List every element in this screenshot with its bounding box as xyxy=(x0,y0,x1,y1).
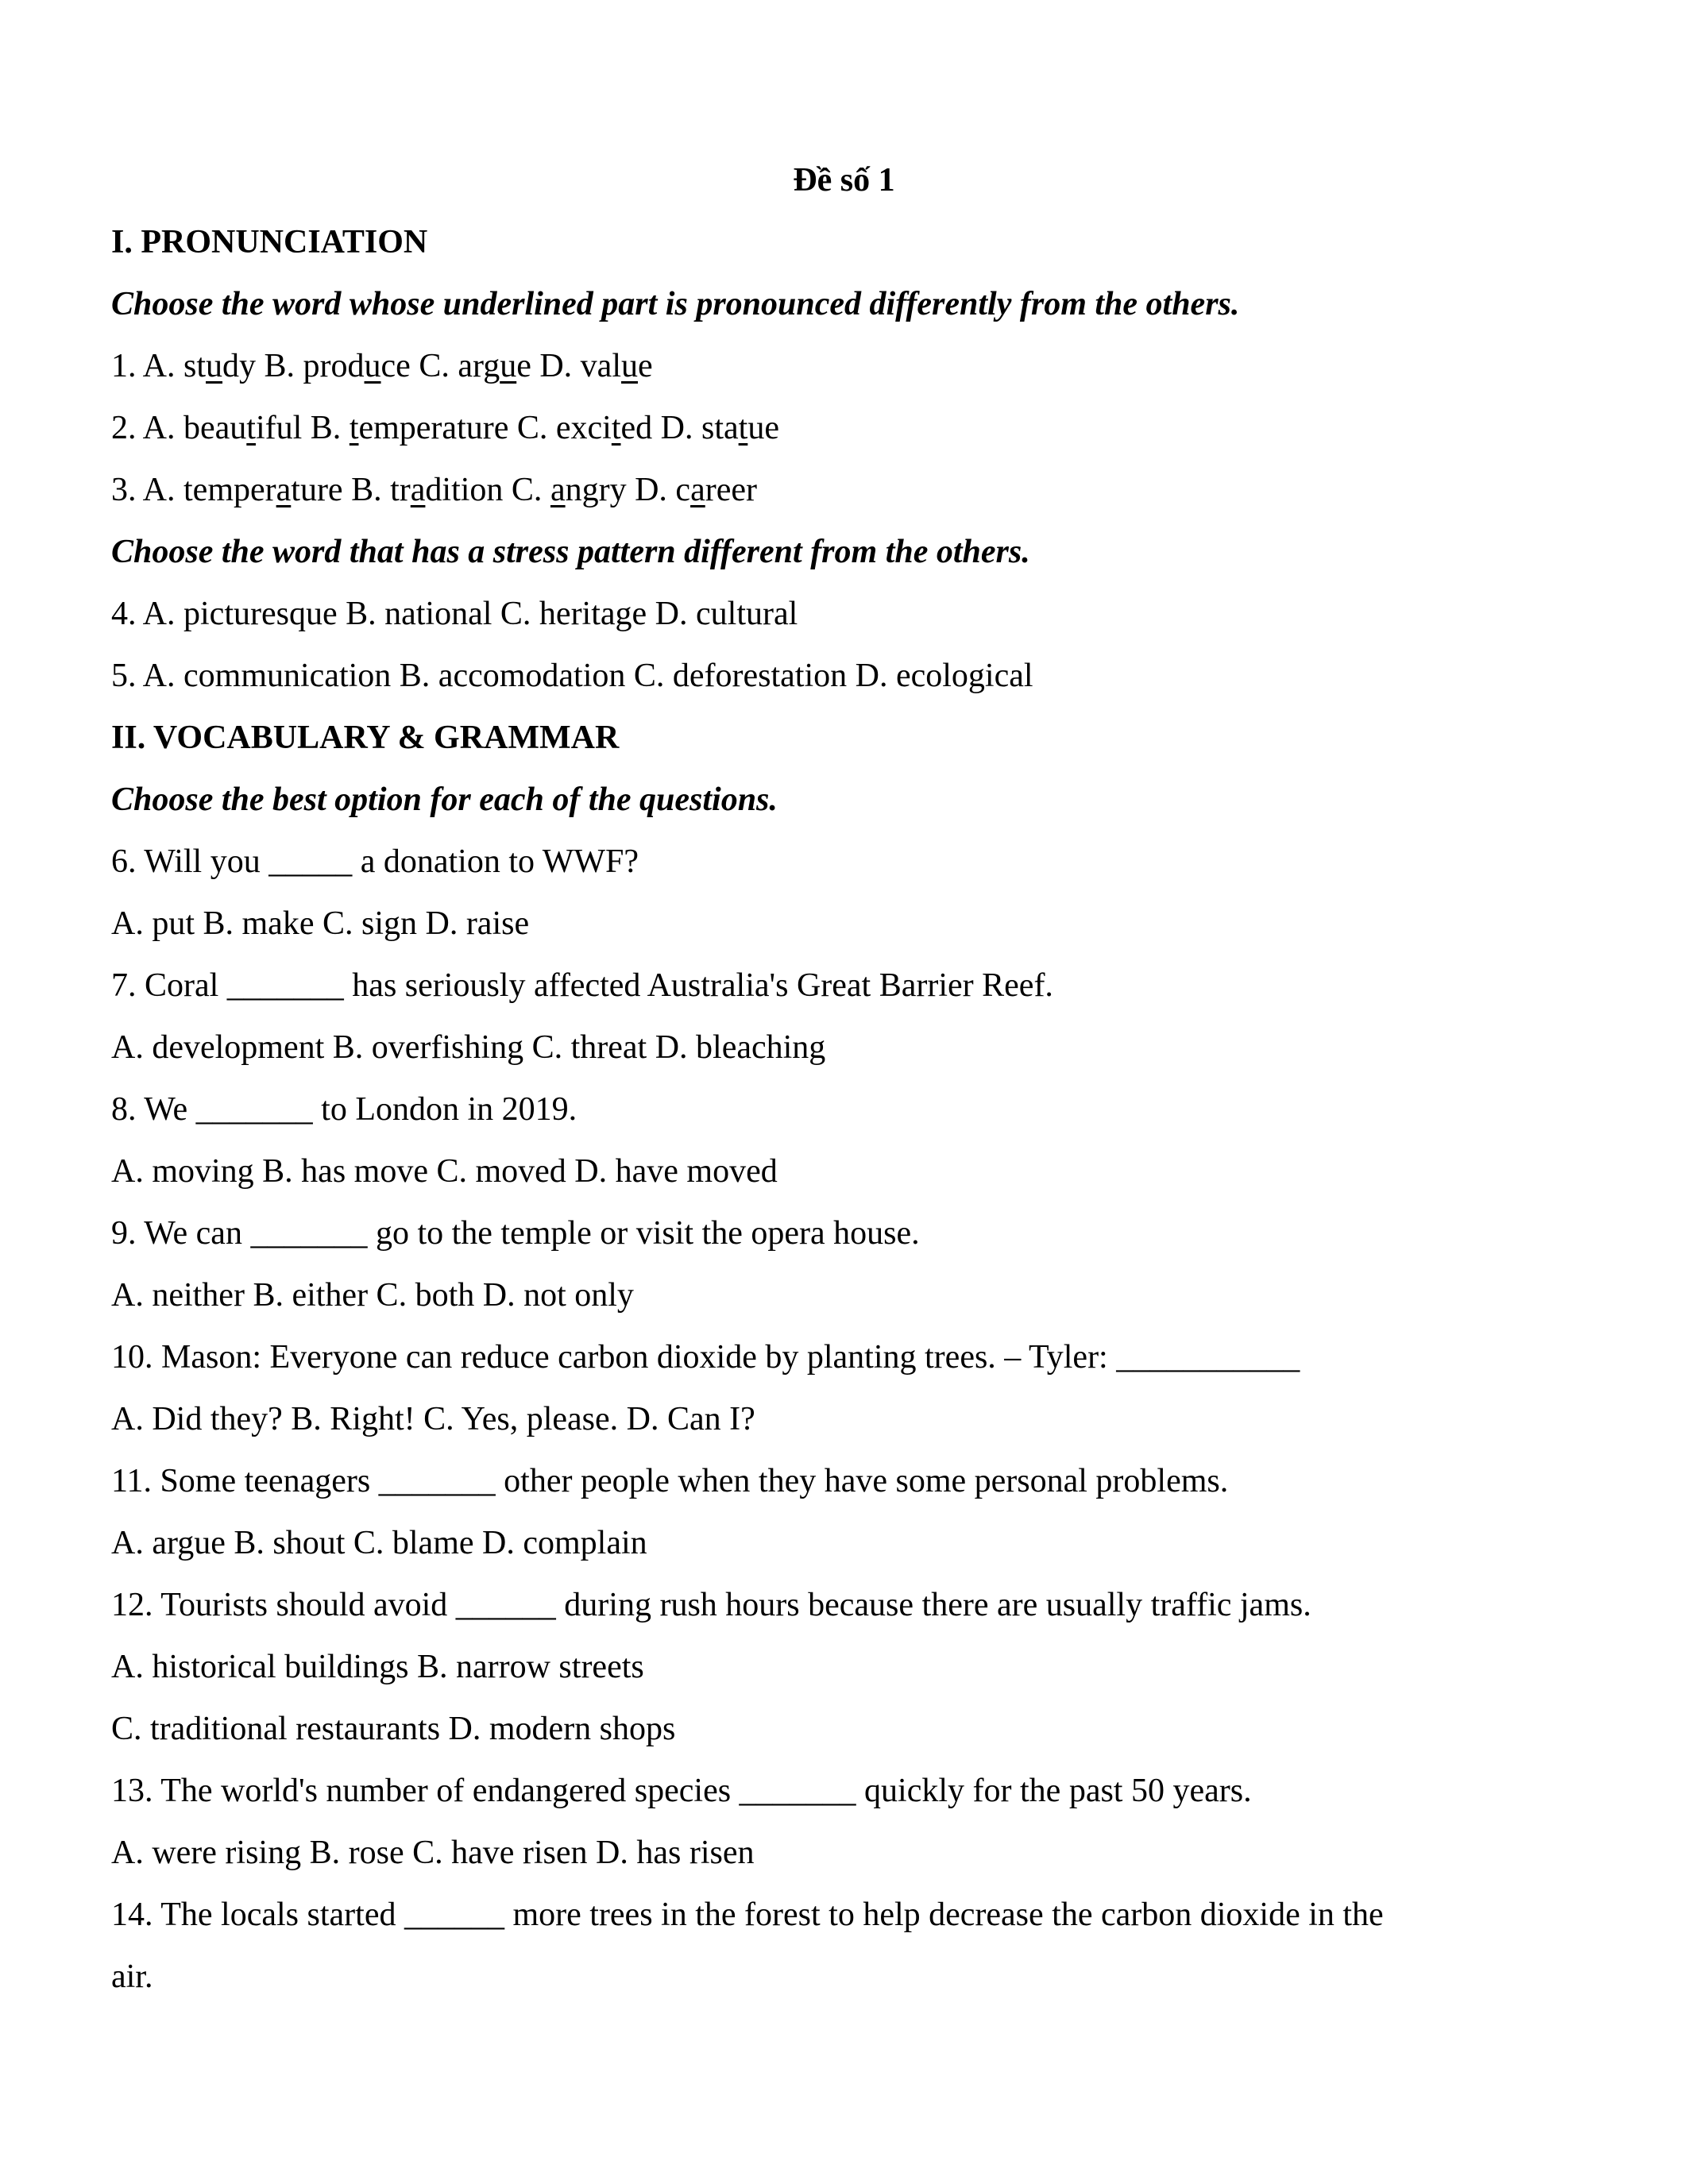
underlined-letter: a xyxy=(410,472,426,508)
question-line xyxy=(111,1326,1577,1388)
text-segment: A. put B. make C. sign D. raise xyxy=(111,905,530,942)
text-segment: 8. We _______ to London in 2019. xyxy=(111,1091,577,1128)
question-line xyxy=(111,459,1577,521)
text-segment: A. neither B. either C. both D. not only xyxy=(111,1277,634,1314)
text-segment: C. traditional restaurants D. modern shops xyxy=(111,1711,676,1747)
text-segment: dy B. prod xyxy=(222,348,365,384)
text-segment: 9. We can _______ go to the temple or visit the opera house. xyxy=(111,1215,920,1252)
underlined-letter: u xyxy=(500,348,517,384)
text-segment: ed D. sta xyxy=(620,410,739,446)
options-line xyxy=(111,1698,1577,1760)
text-segment: e xyxy=(638,348,653,384)
text-segment: II. VOCABULARY & GRAMMAR xyxy=(111,720,620,756)
underlined-letter: u xyxy=(206,348,223,384)
underlined-letter: t xyxy=(349,410,359,446)
options-line xyxy=(111,1264,1577,1326)
instruction-text xyxy=(111,521,1577,583)
text-segment: 3. A. temper xyxy=(111,472,276,508)
options-line xyxy=(111,1388,1577,1450)
text-segment: 10. Mason: Everyone can reduce carbon dioxide by planting trees. – Tyler: ___________ xyxy=(111,1339,1300,1376)
text-segment: 12. Tourists should avoid ______ during rush hours because there are usually traffic jams. xyxy=(111,1587,1311,1623)
text-segment: A. argue B. shout C. blame D. complain xyxy=(111,1525,647,1561)
instruction-text xyxy=(111,273,1577,335)
underlined-letter: t xyxy=(738,410,748,446)
options-line xyxy=(111,893,1577,955)
text-segment: ture B. tr xyxy=(291,472,411,508)
question-line xyxy=(111,645,1577,707)
text-segment: 11. Some teenagers _______ other people when they have some personal problems. xyxy=(111,1463,1229,1499)
underlined-letter: a xyxy=(550,472,566,508)
page-title xyxy=(111,149,1577,211)
question-line xyxy=(111,1884,1577,1946)
text-segment: ce C. arg xyxy=(380,348,500,384)
underlined-letter: t xyxy=(246,410,256,446)
text-segment: ngry D. c xyxy=(565,472,691,508)
text-segment: I. PRONUNCIATION xyxy=(111,224,428,260)
options-line xyxy=(111,1512,1577,1574)
underlined-letter: u xyxy=(364,348,381,384)
question-line xyxy=(111,831,1577,893)
text-segment: A. historical buildings B. narrow streets xyxy=(111,1649,644,1685)
text-segment: A. development B. overfishing C. threat D. bleaching xyxy=(111,1029,826,1066)
underlined-letter: a xyxy=(276,472,292,508)
text-segment: 13. The world's number of endangered species _______ quickly for the past 50 years. xyxy=(111,1773,1252,1809)
text-segment: e D. val xyxy=(516,348,621,384)
text-segment: 1. A. st xyxy=(111,348,207,384)
options-line xyxy=(111,1946,1577,2008)
section-heading xyxy=(111,707,1577,769)
question-line xyxy=(111,1078,1577,1140)
text-segment: iful B. xyxy=(255,410,350,446)
text-segment: 7. Coral _______ has seriously affected Australia's Great Barrier Reef. xyxy=(111,967,1053,1004)
question-line xyxy=(111,397,1577,459)
options-line xyxy=(111,1140,1577,1202)
question-line xyxy=(111,583,1577,645)
text-segment: emperature C. exci xyxy=(358,410,612,446)
section-heading xyxy=(111,211,1577,273)
text-segment: 14. The locals started ______ more trees in the forest to help decrease the carbon dioxide in the xyxy=(111,1897,1384,1933)
text-segment: Choose the word whose underlined part is pronounced differently from the others. xyxy=(111,286,1240,322)
text-segment: 4. A. picturesque B. national C. heritage D. cultural xyxy=(111,596,798,632)
underlined-letter: a xyxy=(690,472,705,508)
text-segment: Choose the best option for each of the questions. xyxy=(111,781,778,818)
text-segment: A. were rising B. rose C. have risen D. has risen xyxy=(111,1835,755,1871)
text-segment: air. xyxy=(111,1958,153,1995)
instruction-text xyxy=(111,769,1577,831)
text-segment: Đề số 1 xyxy=(793,162,895,199)
underlined-letter: u xyxy=(621,348,638,384)
underlined-letter: t xyxy=(611,410,621,446)
text-segment: A. Did they? B. Right! C. Yes, please. D. Can I? xyxy=(111,1401,755,1437)
text-segment: 2. A. beau xyxy=(111,410,247,446)
question-line xyxy=(111,1450,1577,1512)
text-segment: ue xyxy=(747,410,779,446)
text-segment: Choose the word that has a stress pattern different from the others. xyxy=(111,534,1030,570)
options-line xyxy=(111,1017,1577,1078)
text-segment: 5. A. communication B. accomodation C. deforestation D. ecological xyxy=(111,658,1033,694)
text-segment: reer xyxy=(705,472,757,508)
text-segment: A. moving B. has move C. moved D. have moved xyxy=(111,1153,778,1190)
question-line xyxy=(111,1202,1577,1264)
text-segment: dition C. xyxy=(425,472,550,508)
question-line xyxy=(111,1574,1577,1636)
options-line xyxy=(111,1636,1577,1698)
options-line xyxy=(111,1822,1577,1884)
text-segment: 6. Will you _____ a donation to WWF? xyxy=(111,843,639,880)
question-line xyxy=(111,955,1577,1017)
question-line xyxy=(111,335,1577,397)
question-line xyxy=(111,1760,1577,1822)
